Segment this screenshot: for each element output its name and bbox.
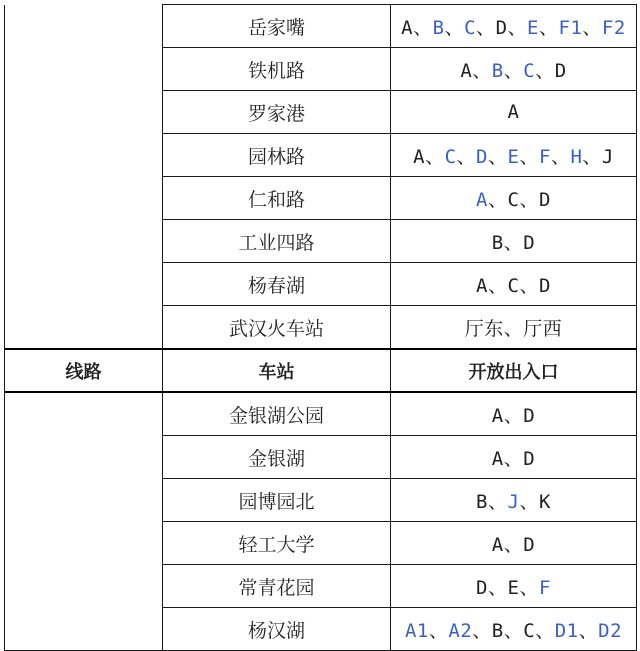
- entrance-code: J: [507, 490, 520, 513]
- entrance-code: D: [538, 188, 551, 211]
- separator: 、: [456, 145, 477, 168]
- entrance-code: D2: [598, 619, 623, 642]
- entrance-code: B: [476, 490, 488, 513]
- separator: 、: [539, 16, 559, 39]
- entrance-code: H: [570, 145, 583, 168]
- separator: 、: [503, 533, 524, 556]
- separator: 、: [488, 490, 508, 513]
- entrance-code: D: [538, 274, 551, 297]
- separator: 、: [503, 447, 524, 470]
- entrance-code: D: [554, 59, 567, 82]
- station-name: 园博园北: [163, 479, 391, 522]
- entrance-code: J: [601, 145, 614, 168]
- entrance-list: [391, 479, 637, 522]
- entrance-code: C: [464, 16, 477, 39]
- upper-table-body: [5, 5, 637, 350]
- separator: 、: [535, 59, 555, 82]
- entrance-code: C: [444, 145, 457, 168]
- entrance-code: F1: [558, 16, 583, 39]
- separator: 、: [503, 404, 524, 427]
- entrance-code: C: [507, 274, 520, 297]
- separator: 、: [503, 619, 524, 642]
- entrance-code: B: [432, 16, 445, 39]
- station-name: 仁和路: [163, 177, 391, 220]
- entrance-code: C: [523, 59, 536, 82]
- separator: 、: [444, 16, 465, 39]
- entrance-code: D1: [554, 619, 579, 642]
- station-entrance-table: [4, 4, 637, 651]
- entrance-code: F: [538, 576, 551, 599]
- separator: 、: [428, 619, 449, 642]
- separator: 、: [519, 274, 539, 297]
- separator: 、: [425, 145, 445, 168]
- station-name: 金银湖: [163, 436, 391, 479]
- entrance-code: D: [523, 404, 536, 427]
- entrance-code: A1: [404, 619, 429, 642]
- entrance-code: B: [491, 231, 504, 254]
- entrance-list: [391, 220, 637, 263]
- entrance-code: B: [491, 619, 504, 642]
- separator: 、: [503, 59, 524, 82]
- separator: 、: [488, 274, 508, 297]
- separator: 、: [503, 317, 524, 340]
- entrance-code: 厅东: [464, 317, 504, 340]
- entrance-code: C: [523, 619, 536, 642]
- entrance-list: [391, 134, 637, 177]
- entrance-code: A: [491, 447, 504, 470]
- header-row: [5, 349, 637, 392]
- entrance-code: D: [523, 533, 536, 556]
- separator: 、: [582, 145, 602, 168]
- table-header: [5, 349, 637, 392]
- lower-table-body: [5, 392, 637, 651]
- entrance-code: 厅西: [523, 317, 563, 340]
- entrance-code: A: [460, 59, 473, 82]
- entrance-code: D: [495, 16, 508, 39]
- station-name: 杨春湖: [163, 263, 391, 306]
- entrance-list: [391, 177, 637, 220]
- separator: 、: [488, 188, 508, 211]
- station-name: 工业四路: [163, 220, 391, 263]
- table-row: [5, 5, 637, 48]
- line-cell: [5, 392, 163, 651]
- entrance-list: [391, 392, 637, 436]
- station-name: 岳家嘴: [163, 5, 391, 48]
- entrance-list: [391, 306, 637, 350]
- table-row: [5, 392, 637, 436]
- separator: 、: [519, 145, 539, 168]
- station-name: 杨汉湖: [163, 608, 391, 651]
- separator: 、: [503, 231, 524, 254]
- entrance-code: D: [476, 145, 488, 168]
- entrance-code: A: [401, 16, 414, 39]
- separator: 、: [519, 188, 539, 211]
- station-name: 园林路: [163, 134, 391, 177]
- entrance-code: E: [507, 145, 520, 168]
- station-name: 罗家港: [163, 91, 391, 134]
- separator: 、: [582, 16, 602, 39]
- separator: 、: [535, 619, 555, 642]
- station-name: 武汉火车站: [163, 306, 391, 350]
- separator: 、: [519, 490, 539, 513]
- station-name: 常青花园: [163, 565, 391, 608]
- separator: 、: [519, 576, 539, 599]
- entrance-list: [391, 436, 637, 479]
- entrance-list: [391, 91, 637, 134]
- entrance-code: F2: [601, 16, 626, 39]
- station-name: 金银湖公园: [163, 392, 391, 436]
- entrance-code: A: [413, 145, 426, 168]
- separator: 、: [488, 145, 508, 168]
- entrance-code: C: [507, 188, 520, 211]
- entrance-code: A: [507, 101, 520, 123]
- separator: 、: [413, 16, 433, 39]
- entrance-code: B: [491, 59, 504, 82]
- entrance-code: E: [507, 576, 520, 599]
- entrance-code: D: [523, 231, 536, 254]
- entrance-code: A: [476, 274, 488, 297]
- entrance-list: [391, 48, 637, 91]
- entrance-list: [391, 263, 637, 306]
- station-name: 轻工大学: [163, 522, 391, 565]
- entrance-code: D: [523, 447, 536, 470]
- separator: 、: [476, 16, 496, 39]
- entrance-code: K: [538, 490, 551, 513]
- entrance-list: [391, 565, 637, 608]
- entrance-list: [391, 522, 637, 565]
- entrance-code: D: [476, 576, 488, 599]
- separator: 、: [472, 619, 492, 642]
- header-station: 车站: [163, 349, 391, 392]
- entrance-code: F: [538, 145, 551, 168]
- header-entrances: 开放出入口: [391, 349, 637, 392]
- entrance-code: A: [491, 404, 504, 427]
- entrance-list: [391, 608, 637, 651]
- entrance-code: E: [527, 16, 539, 39]
- line-cell: [5, 5, 163, 350]
- header-line: 线路: [5, 349, 163, 392]
- entrance-list: [391, 5, 637, 48]
- entrance-code: A: [491, 533, 504, 556]
- separator: 、: [550, 145, 571, 168]
- station-name: 铁机路: [163, 48, 391, 91]
- entrance-code: A2: [448, 619, 473, 642]
- separator: 、: [578, 619, 599, 642]
- separator: 、: [472, 59, 492, 82]
- separator: 、: [488, 576, 508, 599]
- separator: 、: [507, 16, 528, 39]
- entrance-code: A: [476, 188, 488, 211]
